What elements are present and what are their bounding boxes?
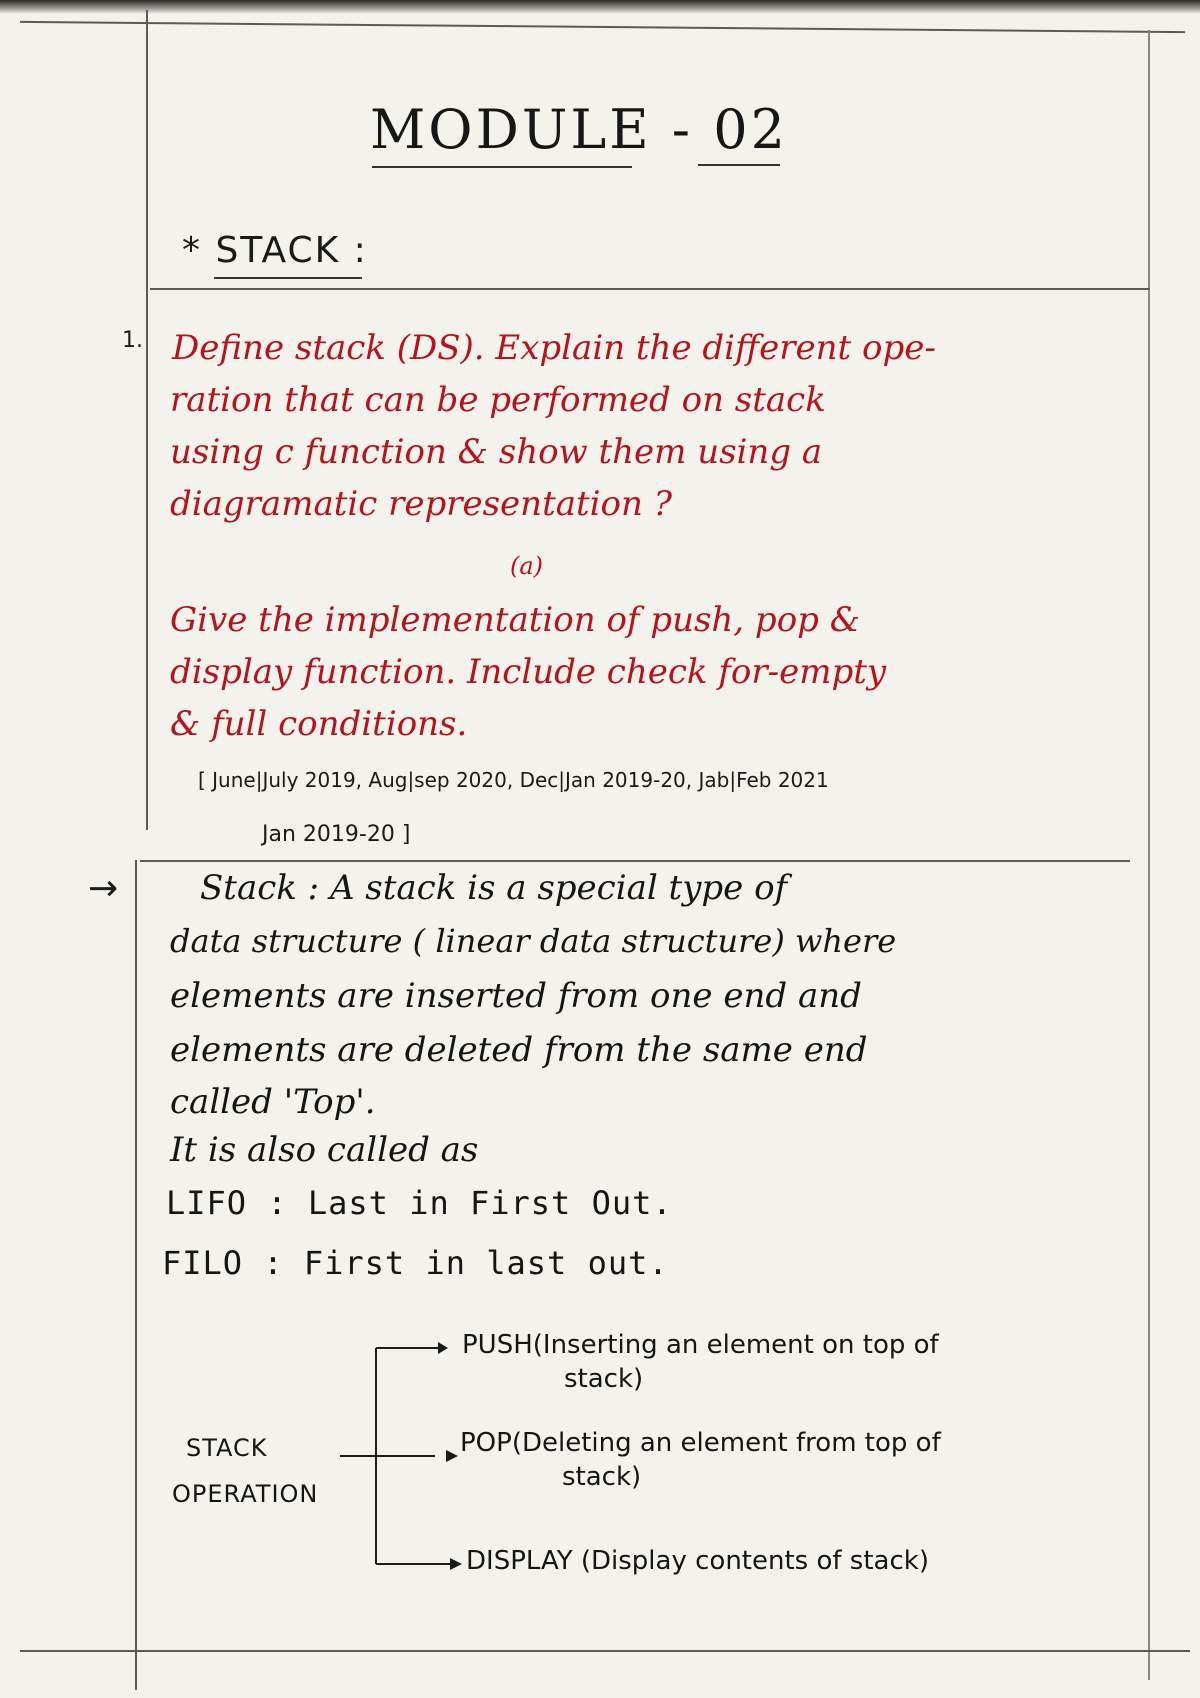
op-label-continued: stack)	[564, 1364, 644, 1394]
lifo-line: LIFO : Last in First Out.	[166, 1184, 673, 1222]
diagram-op-pop	[460, 1428, 941, 1492]
question-number: 1.	[122, 328, 143, 353]
question-line: diagramatic representation ?	[170, 484, 672, 524]
diagram-op-display	[466, 1546, 929, 1576]
exam-reference: [ June|July 2019, Aug|sep 2020, Dec|Jan 2019-20, Jab|Feb 2021	[198, 768, 829, 792]
answer-arrow-icon: →	[88, 868, 119, 909]
filo-line: FILO : First in last out.	[162, 1244, 669, 1282]
diagram-op-push	[462, 1330, 939, 1394]
exam-reference: Jan 2019-20 ]	[262, 822, 411, 847]
op-label-continued: stack)	[562, 1462, 642, 1492]
op-label: PUSH(Inserting an element on top of	[462, 1330, 939, 1360]
diagram-source-label: OPERATION	[172, 1480, 319, 1508]
arrowhead-icon	[450, 1558, 462, 1570]
question-line: ration that can be performed on stack	[170, 380, 826, 420]
answer-line: data structure ( linear data structure) where	[170, 922, 897, 960]
answer-line: Stack : A stack is a special type of	[200, 868, 788, 908]
arrowhead-icon	[446, 1450, 458, 1462]
op-label: DISPLAY (Display contents of stack)	[466, 1546, 929, 1576]
question-alt-line: Give the implementation of push, pop &	[170, 600, 860, 640]
question-line: using c function & show them using a	[170, 432, 823, 472]
question-alt-line: & full conditions.	[170, 704, 468, 744]
question-alt-line: display function. Include check for-empty	[170, 652, 887, 692]
question-or: (a)	[510, 552, 544, 580]
answer-line: called 'Top'.	[170, 1082, 376, 1122]
answer-line: elements are inserted from one end and	[170, 976, 862, 1016]
op-label: POP(Deleting an element from top of	[460, 1428, 941, 1458]
diagram-source-label: STACK	[186, 1434, 268, 1462]
answer-line: It is also called as	[170, 1130, 479, 1170]
arrowhead-icon	[438, 1342, 448, 1354]
question-line: Define stack (DS). Explain the different ope-	[172, 328, 936, 368]
answer-line: elements are deleted from the same end	[170, 1030, 868, 1070]
page-title: MODULE - 02	[370, 98, 788, 161]
section-heading: * STACK :	[182, 230, 368, 271]
